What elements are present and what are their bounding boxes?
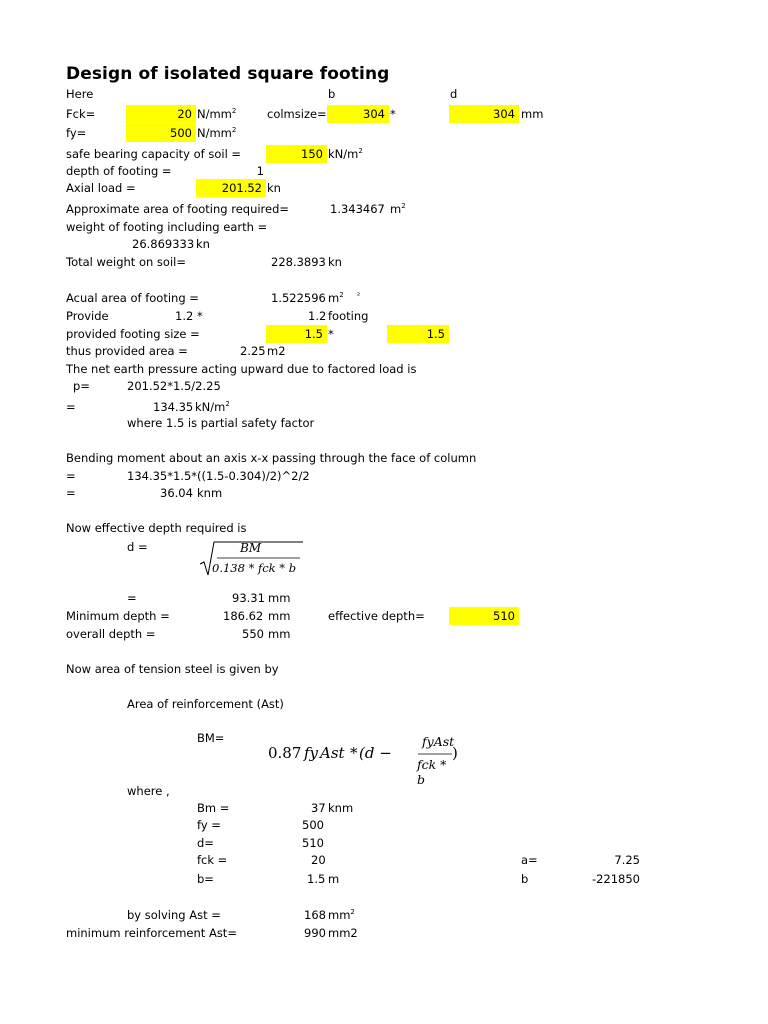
- partial-note: where 1.5 is partial safety factor: [127, 416, 315, 430]
- tension-row: [0, 660, 768, 678]
- fy-label: fy=: [66, 126, 87, 140]
- provide-v2: 1.2: [308, 309, 327, 323]
- bm-formula-fy: fy: [304, 744, 319, 762]
- axial-value: 201.52: [221, 181, 262, 195]
- bm-formula-close: ): [452, 744, 458, 762]
- total-weight-unit: kn: [328, 255, 342, 269]
- bm-fraction-bar-svg: [418, 753, 452, 755]
- provided-area-value: 2.25: [240, 344, 266, 358]
- provided-area-row: [0, 342, 768, 360]
- actual-area-row: [0, 289, 768, 307]
- colmsize-d-cell[interactable]: [449, 105, 519, 123]
- fy-row: [0, 124, 768, 142]
- weight-footing-label: weight of footing including earth =: [66, 220, 268, 234]
- param-fck-value: 20: [311, 853, 326, 867]
- bm-formula-ast: Ast: [320, 744, 345, 762]
- weight-footing-row: [0, 218, 768, 236]
- overall-depth-value: 550: [242, 627, 264, 641]
- min-depth-label: Minimum depth =: [66, 609, 170, 623]
- weight-footing-value-row: [0, 235, 768, 253]
- partial-note-row: [0, 414, 768, 432]
- approx-area-label: Approximate area of footing required=: [66, 202, 290, 216]
- actual-area-label: Acual area of footing =: [66, 291, 199, 305]
- solving-row: [0, 906, 768, 924]
- eff-depth-text-row: [0, 519, 768, 537]
- colmsize-b-cell[interactable]: [327, 105, 389, 123]
- solving-value: 168: [304, 908, 326, 922]
- b-header: b: [328, 87, 336, 101]
- d-result-value: 93.31: [232, 591, 265, 605]
- provided-area-label: thus provided area =: [66, 344, 188, 358]
- min-reinf-row: [0, 924, 768, 942]
- fy-unit: $N/mm^2$: [197, 126, 237, 140]
- d-header: d: [450, 87, 458, 101]
- param-bm-value: 37: [311, 801, 326, 815]
- provided-size-v2: 1.5: [426, 327, 445, 341]
- net-pressure-text: The net earth pressure acting upward due to factored load is: [66, 362, 417, 376]
- bending-row: [0, 449, 768, 467]
- d-eq-label: d =: [127, 540, 148, 554]
- p-label: p=: [73, 379, 90, 393]
- fck-label: Fck=: [66, 107, 96, 121]
- axial-row: [0, 179, 768, 197]
- min-reinf-label: minimum reinforcement Ast=: [66, 926, 237, 940]
- provided-size-v1: 1.5: [304, 327, 323, 341]
- sbc-unit: $kN/m^2$: [328, 147, 363, 161]
- p-row: [0, 377, 768, 395]
- depth-footing-row: [0, 162, 768, 180]
- d-result-eq: =: [127, 591, 137, 605]
- colmsize-label: colmsize=: [267, 107, 327, 121]
- actual-area-value: 1.522596: [271, 291, 326, 305]
- param-fck-row: [0, 851, 768, 869]
- provided-size-v1-cell[interactable]: [266, 325, 327, 343]
- depth-footing-label: depth of footing =: [66, 164, 172, 178]
- p-expr: 201.52*1.5/2.25: [127, 379, 221, 393]
- p-result-eq: =: [66, 400, 76, 414]
- param-b-label: b=: [197, 872, 214, 886]
- param-b-value: 1.5: [307, 872, 326, 886]
- quad-a-value: 7.25: [614, 853, 640, 867]
- min-depth-value: 186.62: [223, 609, 264, 623]
- fy-input-cell[interactable]: [126, 124, 196, 142]
- bm-formula-num: fyAst: [422, 734, 455, 749]
- fck-row: [0, 105, 768, 123]
- axial-label: Axial load =: [66, 181, 136, 195]
- d-eq-row: [0, 538, 768, 556]
- param-d-label: d=: [197, 836, 214, 850]
- provided-size-star: *: [328, 327, 334, 341]
- actual-area-unit: $m^2$: [328, 291, 344, 305]
- min-depth-unit: mm: [268, 609, 291, 623]
- depth-footing-value: 1: [256, 164, 264, 178]
- fy-value: 500: [170, 126, 192, 140]
- formula-d-den: 0.138 * fck * b: [212, 561, 297, 575]
- fck-value: 20: [177, 107, 192, 121]
- tension-text: Now area of tension steel is given by: [66, 662, 279, 676]
- where-row: [0, 782, 768, 800]
- param-bm-unit: knm: [328, 801, 354, 815]
- eff-depth-input-cell[interactable]: [449, 607, 519, 625]
- total-weight-value: 228.3893: [271, 255, 326, 269]
- here-label: Here: [66, 87, 94, 101]
- bending-text: Bending moment about an axis x-x passing through the face of column: [66, 451, 477, 465]
- provided-size-label: provided footing size =: [66, 327, 200, 341]
- param-d-value: 510: [302, 836, 324, 850]
- bm-expr-eq: =: [66, 469, 76, 483]
- colmsize-b-value: 304: [363, 107, 385, 121]
- total-weight-label: Total weight on soil=: [66, 255, 186, 269]
- area-reinf-row: [0, 695, 768, 713]
- param-d-row: [0, 834, 768, 852]
- param-b-row: [0, 870, 768, 888]
- fck-input-cell[interactable]: [126, 105, 196, 123]
- solving-unit: $mm^2$: [328, 908, 355, 922]
- param-fy-label: fy =: [197, 818, 221, 832]
- approx-area-unit: $m^2$: [390, 202, 406, 216]
- bm-result-value: 36.04: [160, 486, 193, 500]
- provide-v1: 1.2: [175, 309, 194, 323]
- param-fy-row: [0, 816, 768, 834]
- provided-size-row: [0, 325, 768, 343]
- provided-size-v2-cell[interactable]: [387, 325, 449, 343]
- sbc-label: safe bearing capacity of soil =: [66, 147, 242, 161]
- overall-depth-row: [0, 625, 768, 643]
- bm-formula: [268, 734, 458, 787]
- p-result-value: 134.35: [153, 400, 194, 414]
- param-fy-value: 500: [302, 818, 324, 832]
- bm-expr: 134.35*1.5*((1.5-0.304)/2)^2/2: [127, 469, 310, 483]
- quad-b-value: -221850: [591, 872, 640, 886]
- actual-area-extra: ²: [357, 291, 361, 300]
- bm-result-unit: knm: [197, 486, 223, 500]
- quad-b-label: b: [521, 872, 529, 886]
- axial-input-cell[interactable]: [196, 179, 266, 197]
- approx-area-row: [0, 200, 768, 218]
- bm-result-row: [0, 484, 768, 502]
- quad-a-label: a=: [521, 853, 538, 867]
- min-reinf-unit: mm2: [328, 926, 358, 940]
- approx-area-value: 1.343467: [330, 202, 385, 216]
- bm-expr-row: [0, 467, 768, 485]
- d-result-unit: mm: [268, 591, 291, 605]
- sbc-input-cell[interactable]: [266, 145, 327, 163]
- sbc-value: 150: [301, 147, 323, 161]
- header-row: [0, 85, 768, 103]
- p-result-unit: $kN/m^2$: [195, 400, 230, 414]
- net-pressure-row: [0, 360, 768, 378]
- min-depth-row: [0, 607, 768, 625]
- provided-area-unit: m2: [267, 344, 286, 358]
- param-fck-label: fck =: [197, 853, 228, 867]
- page-title: Design of isolated square footing: [66, 64, 390, 84]
- d-result-row: [0, 589, 768, 607]
- colmsize-d-value: 304: [493, 107, 515, 121]
- param-bm-label: Bm =: [197, 801, 230, 815]
- provide-star: *: [197, 309, 203, 323]
- where-text: where ,: [127, 784, 170, 798]
- fck-unit: $N/mm^2$: [197, 107, 237, 121]
- overall-depth-unit: mm: [268, 627, 291, 641]
- param-b-unit: m: [328, 872, 340, 886]
- sbc-row: [0, 145, 768, 163]
- area-reinf-text: Area of reinforcement (Ast): [127, 697, 284, 711]
- formula-d-num: BM: [240, 541, 262, 555]
- bm-formula-label: BM=: [197, 731, 225, 745]
- colmsize-unit: mm: [521, 107, 544, 121]
- min-reinf-value: 990: [304, 926, 326, 940]
- axial-unit: kn: [267, 181, 281, 195]
- provide-word: footing: [328, 309, 369, 323]
- solving-label: by solving Ast =: [127, 908, 221, 922]
- eff-depth-value: 510: [493, 609, 515, 623]
- provide-label: Provide: [66, 309, 109, 323]
- param-bm-row: [0, 799, 768, 817]
- weight-footing-unit: kn: [196, 237, 210, 251]
- eff-depth-text: Now effective depth required is: [66, 521, 247, 535]
- bm-formula-open: (d −: [359, 744, 392, 762]
- provide-row: [0, 307, 768, 325]
- bm-formula-den: fck * b: [417, 757, 447, 787]
- bm-formula-lead: 0.87: [268, 744, 302, 762]
- overall-depth-label: overall depth =: [66, 627, 156, 641]
- bm-result-eq: =: [66, 486, 76, 500]
- eff-depth-label: effective depth=: [328, 609, 425, 623]
- bm-formula-star: *: [350, 744, 358, 762]
- total-weight-row: [0, 253, 768, 271]
- colmsize-star: *: [390, 107, 396, 121]
- weight-footing-value: 26.869333: [132, 237, 195, 251]
